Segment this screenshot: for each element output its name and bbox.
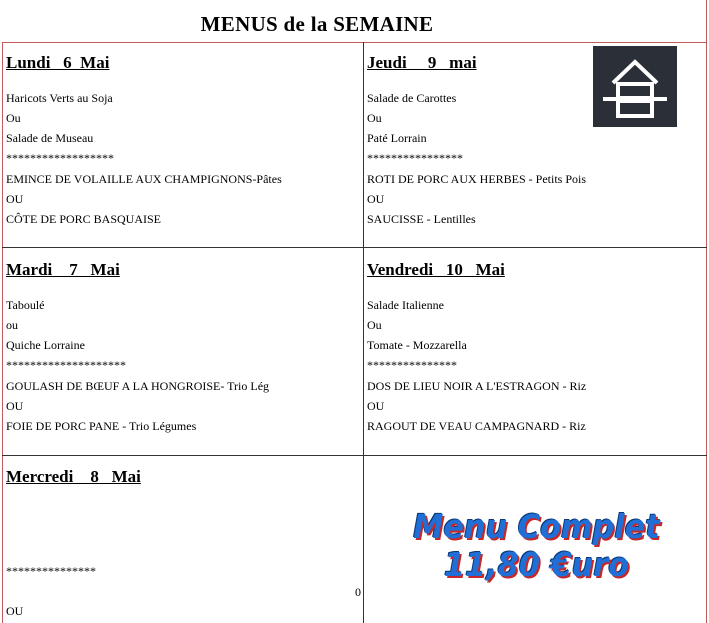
menu-line: ROTI DE PORC AUX HERBES - Petits Pois (367, 172, 587, 186)
house-logo-icon (593, 46, 677, 127)
menu-line: OU (6, 399, 24, 413)
menu-line: OU (367, 399, 385, 413)
menu-line: Tomate - Mozzarella (367, 338, 467, 352)
day-heading-thursday: Jeudi 9 mai (367, 53, 477, 72)
page-title: MENUS de la SEMAINE (200, 12, 434, 36)
row-divider-1 (2, 247, 707, 248)
day-heading-wednesday: Mercredi 8 Mai (6, 467, 141, 486)
promo-banner (378, 508, 695, 584)
day-heading-monday: Lundi 6 Mai (6, 53, 110, 72)
menu-line: Haricots Verts au Soja (6, 91, 113, 105)
day-heading-friday: Vendredi 10 Mai (367, 260, 505, 279)
right-border (706, 0, 707, 623)
menu-line: Salade Italienne (367, 298, 444, 312)
menu-line: Quiche Lorraine (6, 338, 85, 352)
cell-value: 0 (355, 585, 361, 599)
left-border (2, 42, 3, 623)
menu-line: Salade de Carottes (367, 91, 457, 105)
menu-line: GOULASH DE BŒUF A LA HONGROISE- Trio Lég (6, 379, 270, 393)
menu-line: Ou (6, 111, 21, 125)
menu-separator: ****************** (6, 151, 114, 165)
day-heading-tuesday: Mardi 7 Mai (6, 260, 120, 279)
menu-line: Ou (367, 111, 382, 125)
menu-line: CÔTE DE PORC BASQUAISE (6, 212, 162, 226)
menu-line: Ou (367, 318, 382, 332)
menu-line: SAUCISSE - Lentilles (367, 212, 476, 226)
menu-line: DOS DE LIEU NOIR A L'ESTRAGON - Riz (367, 379, 587, 393)
menu-line: Paté Lorrain (367, 131, 427, 145)
menu-line: EMINCE DE VOLAILLE AUX CHAMPIGNONS-Pâtes (6, 172, 282, 186)
menu-line: RAGOUT DE VEAU CAMPAGNARD - Riz (367, 419, 586, 433)
menu-separator: *************** (6, 564, 96, 578)
column-divider (363, 42, 364, 623)
menu-separator: ******************** (6, 358, 126, 372)
menu-separator: *************** (367, 358, 457, 372)
menu-separator: **************** (367, 151, 463, 165)
promo-title: Menu Complet (413, 507, 660, 546)
promo-price: 11,80 €uro (443, 545, 630, 584)
row-divider-2 (2, 455, 707, 456)
top-border (2, 42, 707, 43)
menu-line: Taboulé (6, 298, 45, 312)
menu-line: OU (6, 604, 24, 618)
menu-line: FOIE DE PORC PANE - Trio Légumes (6, 419, 197, 433)
menu-line: OU (6, 192, 24, 206)
menu-line: Salade de Museau (6, 131, 94, 145)
menu-line: OU (367, 192, 385, 206)
menu-line: ou (6, 318, 18, 332)
